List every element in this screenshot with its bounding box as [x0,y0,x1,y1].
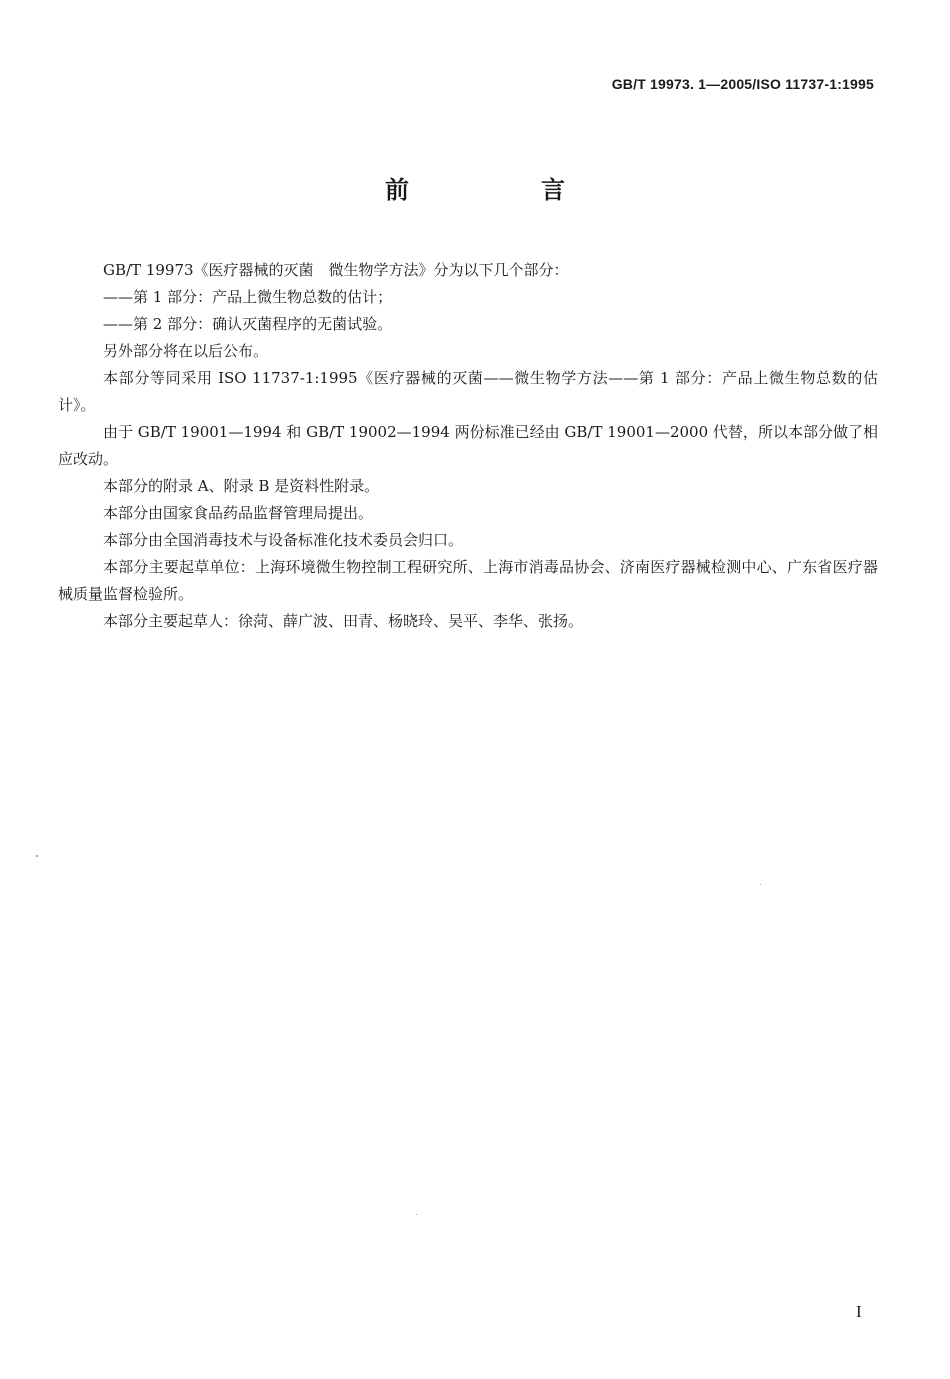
scan-speck [416,1214,417,1215]
foreword-body [58,257,878,635]
standard-number: GB/T 19973. 1—2005/ISO 11737-1:1995 [611,76,874,92]
scan-speck [760,884,761,885]
page-number: I [856,1302,862,1321]
paragraph: 本部分由国家食品药品监督管理局提出。 [103,504,374,522]
paragraph: 本部分等同采用 ISO 11737-1:1995《医疗器械的灭菌——微生物学方法——第 1 部分：产品上微生物总数的估计》。 [58,369,878,414]
paragraph: GB/T 19973《医疗器械的灭菌 微生物学方法》分为以下几个部分： [103,261,569,279]
scan-speck [36,855,38,857]
paragraph: 本部分的附录 A、附录 B 是资料性附录。 [103,477,380,495]
paragraph: 本部分主要起草人：徐菏、薛广波、田青、杨晓玲、吴平、李华、张扬。 [103,612,584,630]
paragraph: 本部分由全国消毒技术与设备标准化技术委员会归口。 [103,531,464,549]
page-title: 前 言 [385,176,619,204]
paragraph: 另外部分将在以后公布。 [103,342,269,360]
paragraph: ——第 1 部分：产品上微生物总数的估计； [103,288,393,306]
paragraph: ——第 2 部分：确认灭菌程序的无菌试验。 [103,315,393,333]
paragraph: 本部分主要起草单位：上海环境微生物控制工程研究所、上海市消毒品协会、济南医疗器械检测中心、广东省医疗器械质量监督检验所。 [58,558,878,603]
paragraph: 由于 GB/T 19001—1994 和 GB/T 19002—1994 两份标准已经由 GB/T 19001—2000 代替，所以本部分做了相应改动。 [58,423,878,468]
